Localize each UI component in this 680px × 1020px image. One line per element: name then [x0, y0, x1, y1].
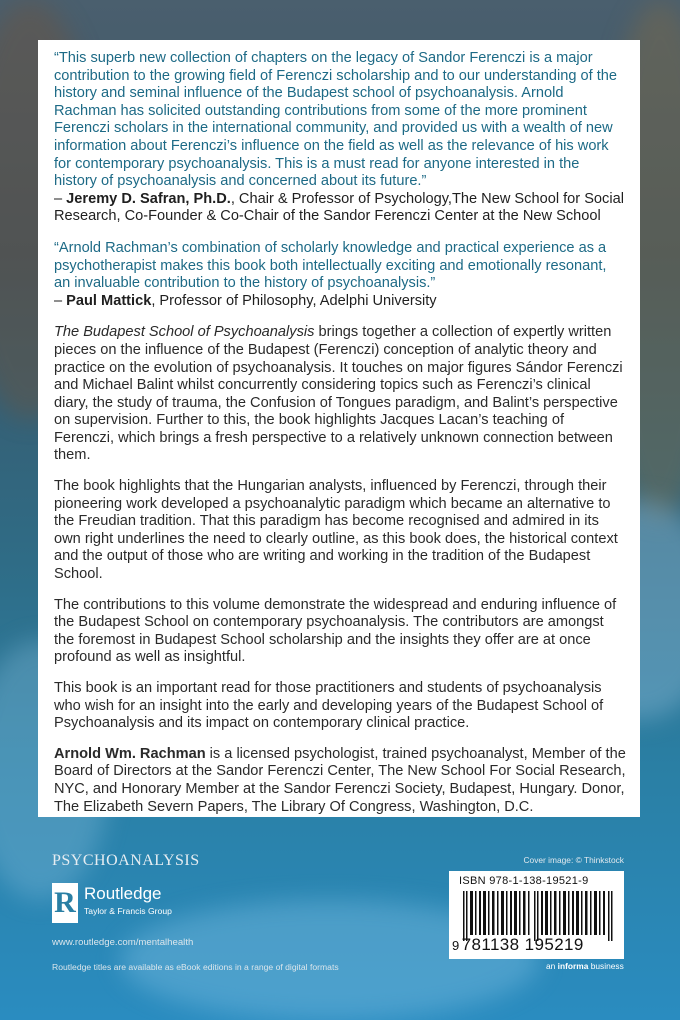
publisher-name: Routledge	[84, 884, 162, 903]
isbn-number: ISBN 978-1-138-19521-9	[459, 875, 589, 887]
endorsement-quote-2: “Arnold Rachman’s combination of scholarly knowledge and practical experience as a psychotherapist makes this book both intellectually exciting and emotionally resonant, an invaluable contribution to the history of psychoanalysis.”	[54, 239, 607, 292]
book-title: The Budapest School of Psychoanalysis	[54, 324, 315, 341]
barcode-icon	[463, 891, 613, 941]
endorsement-quote-1: “This superb new collection of chapters on the legacy of Sandor Ferenczi is a major contribution to the growing field of Ferenczi scholarship and to our understanding of the history and seminal influence of the Budapest school of psychoanalysis. Arnold Rachman has solicited outstanding contributions from some of the more prominent Ferenczi scholars in the international community, and provided us with a wealth of new information about Ferenczi’s influence on the field as well as the relevance of his work for contemporary psychoanalysis. This is a must read for anyone interested in the history of psychoanalysis and concerned about its future.”	[54, 50, 618, 190]
publisher-group: Taylor & Francis Group	[84, 906, 172, 916]
endorser-name-1: Jeremy D. Safran, Ph.D.	[66, 190, 231, 207]
routledge-logo	[52, 883, 252, 925]
back-cover-text-panel	[38, 40, 640, 817]
endorsement-attribution-1: – Jeremy D. Safran, Ph.D., Chair & Professor of Psychology,The New School for Social Research, Co-Founder & Co-Chair of the Sandor Ferenczi Center at the New School	[54, 190, 624, 225]
endorser-name-2: Paul Mattick	[66, 292, 152, 309]
barcode-block	[449, 871, 624, 959]
endorsement-attribution-2: – Paul Mattick, Professor of Philosophy, Adelphi University	[54, 292, 437, 309]
informa-business-label: an informa business	[546, 961, 624, 971]
author-name: Arnold Wm. Rachman	[54, 745, 206, 762]
description-paragraph-4: This book is an important read for those practitioners and students of psychoanalysis who wish for an insight into the early and developing years of the Budapest School of Psychoanalysis and its impact on contemporary clinical practice.	[54, 680, 604, 732]
description-paragraph-1: The Budapest School of Psychoanalysis brings together a collection of expertly written pieces on the influence of the Budapest (Ferenczi) conception of analytic theory and practice on the evolution of psychoanalysis. It touches on major figures Sándor Ferenczi and Michael Balint whilst concurrently considering topics such as Ferenczi’s clinical diary, the study of trauma, the Confusion of Tongues paradigm, and Balint’s perspective on supervision. Further to this, the book highlights Jacques Lacan’s teaching of Ferenczi, which brings a fresh perspective to a relatively unknown connection between them.	[54, 324, 623, 464]
description-paragraph-2: The book highlights that the Hungarian analysts, influenced by Ferenczi, through their pioneering work developed a psychoanalytic paradigm which became an alternative to the Freudian tradition. That this paradigm has become recognised and admired in its own right underlines the need to clearly outline, as this book does, the historical context and the output of those who are writing and working in the tradition of the Budapest School.	[54, 478, 618, 583]
description-paragraph-3: The contributions to this volume demonstrate the widespread and enduring influence of the Budapest School on contemporary psychoanalysis. The contributors are amongst the foremost in Budapest School scholarship and the insights they offer are at once profound as well as insightful.	[54, 596, 617, 666]
routledge-r-icon: R	[52, 883, 78, 923]
ebook-availability-note: Routledge titles are available as eBook editions in a range of digital formats	[52, 962, 339, 972]
subject-category: PSYCHOANALYSIS	[52, 852, 200, 869]
publisher-url: www.routledge.com/mentalhealth	[52, 937, 194, 948]
author-bio: Arnold Wm. Rachman is a licensed psychologist, trained psychoanalyst, Member of the Board of Directors at the Sandor Ferenczi Center, The New School For Social Research, NYC, and Honorary Member at the Sandor Ferenczi Society, Budapest, Hungary. Donor, The Elizabeth Severn Papers, The Library Of Congress, Washington, D.C.	[54, 745, 626, 815]
barcode-digits: 9 781138 195219	[452, 935, 584, 954]
cover-image-credit: Cover image: © Thinkstock	[523, 855, 624, 865]
